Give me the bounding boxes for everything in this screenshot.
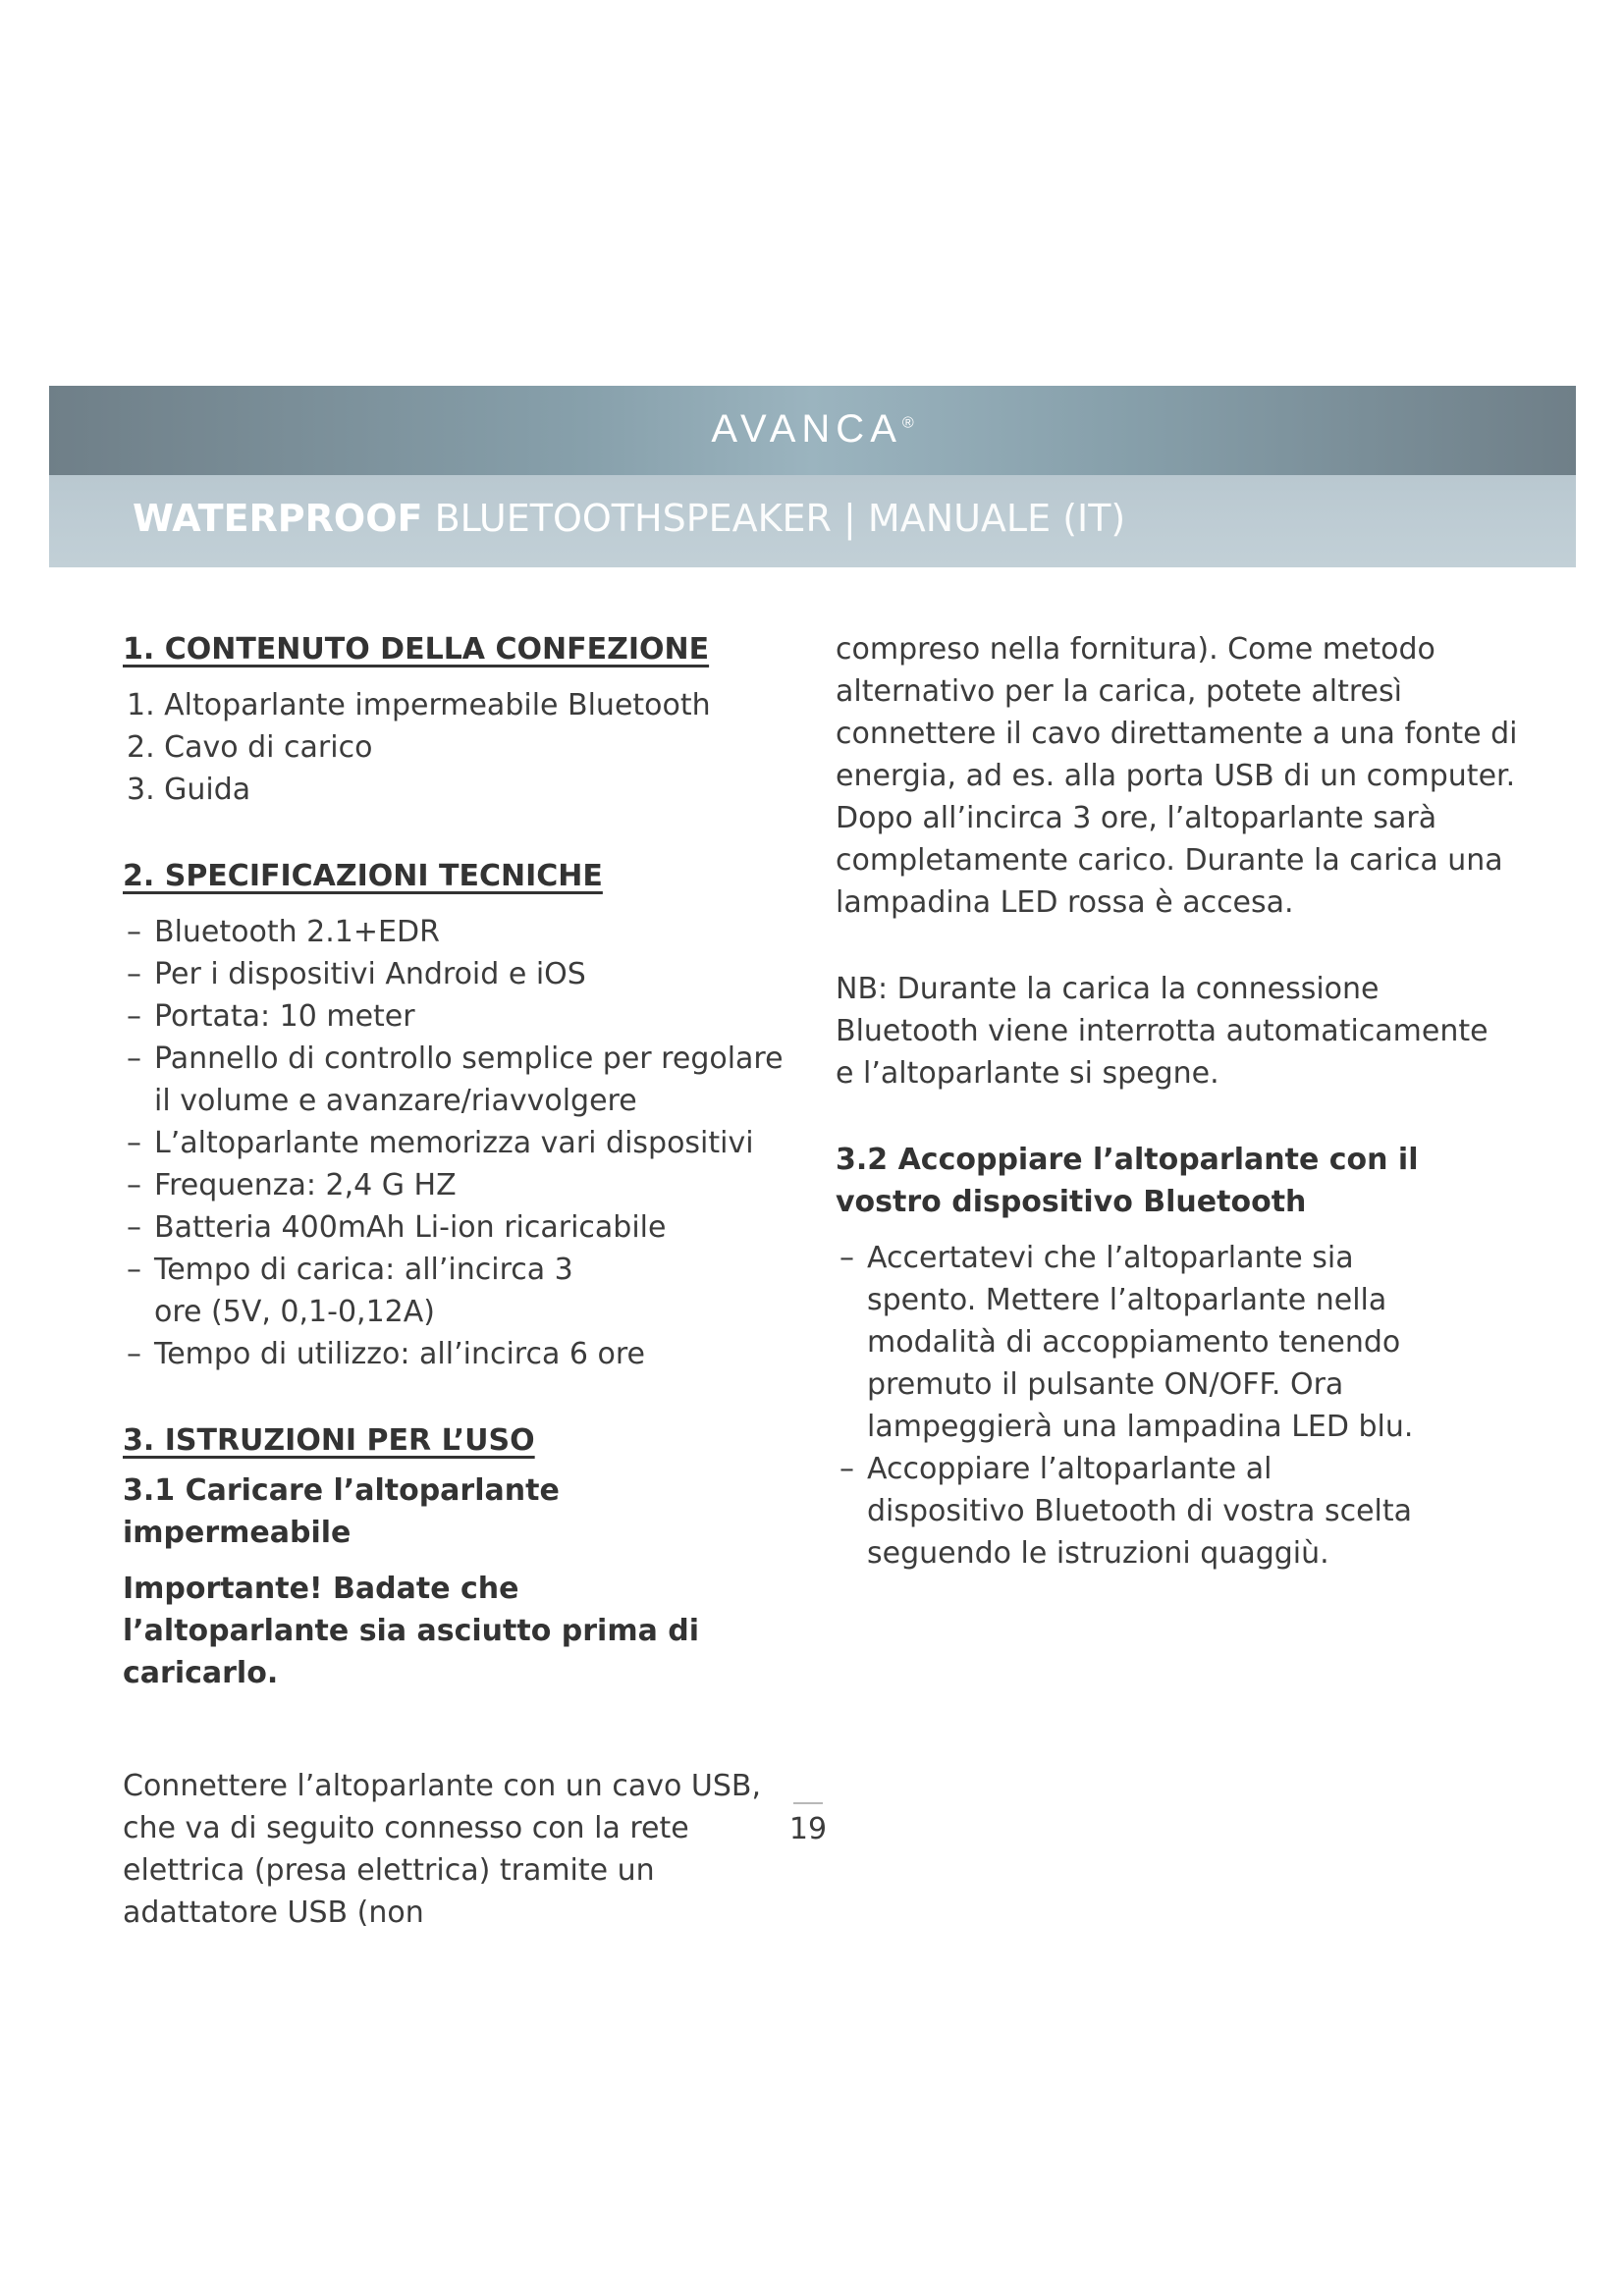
- list-item: 2. Cavo di carico: [127, 730, 373, 765]
- title-speaker-manual: SPEAKER | MANUALE (IT): [662, 497, 1126, 540]
- list-item: – Pannello di controllo semplice per regolare il volume e avanzare/riavvolgere: [127, 1041, 784, 1118]
- list-item: – Frequenza: 2,4 G HZ: [127, 1168, 457, 1202]
- specs-list: [123, 911, 790, 1375]
- charging-paragraph: Connettere l’altoparlante con un cavo USB, che va di seguito connesso con la rete elettrica (presa elettrica) tramite un adattatore USB (non: [123, 1769, 761, 1930]
- important-notice: Importante! Badate che l’altoparlante sia asciutto prima di caricarlo.: [123, 1572, 700, 1690]
- brand-logo: [49, 407, 1576, 452]
- subsection-heading-pairing: 3.2 Accoppiare l’altoparlante con il vostro dispositivo Bluetooth: [836, 1143, 1419, 1219]
- logo-bar: [49, 386, 1576, 475]
- subsection-heading-charging: 3.1 Caricare l’altoparlante impermeabile: [123, 1473, 560, 1550]
- contents-list: [123, 684, 790, 811]
- list-item: – Accertatevi che l’altoparlante sia spento. Mettere l’altoparlante nella modalità di accoppiamento tenendo premuto il pulsante ON/OFF. Ora lampeggierà una lampadina LED blu.: [839, 1241, 1414, 1444]
- title-waterproof: WATERPROOF: [133, 497, 423, 540]
- registered-mark: ®: [901, 414, 914, 432]
- manual-title: [133, 497, 1125, 540]
- title-bar: [49, 475, 1576, 567]
- list-item: 1. Altoparlante impermeabile Bluetooth: [127, 688, 711, 722]
- left-column: [123, 628, 790, 1934]
- title-bluetooth: BLUETOOTH: [434, 497, 663, 540]
- list-item: – Accoppiare l’altoparlante al dispositivo Bluetooth di vostra scelta seguendo le istruzioni quaggiù.: [839, 1452, 1413, 1571]
- brand-logo-text: AVANCA: [711, 407, 902, 451]
- list-item: – Tempo di utilizzo: all’incirca 6 ore: [127, 1337, 645, 1371]
- section-heading-instructions: 3. ISTRUZIONI PER L’USO: [123, 1423, 535, 1458]
- right-column: [836, 628, 1523, 1575]
- list-item: – L’altoparlante memorizza vari dispositivi: [127, 1126, 754, 1160]
- page-number: 19: [788, 1812, 828, 1846]
- note-paragraph: NB: Durante la carica la connessione Bluetooth viene interrotta automaticamente e l’altoparlante si spegne.: [836, 972, 1489, 1091]
- section-heading-contents: 1. CONTENUTO DELLA CONFEZIONE: [123, 632, 710, 667]
- list-item: – Batteria 400mAh Li-ion ricaricabile: [127, 1210, 667, 1245]
- header-banner: [49, 386, 1576, 567]
- list-item: – Portata: 10 meter: [127, 999, 415, 1034]
- charging-paragraph-continued: compreso nella fornitura). Come metodo alternativo per la carica, potete altresì connettere il cavo direttamente a una fonte di energia, ad es. alla porta USB di un computer. Dopo all’incirca 3 ore, l’altoparlante sarà completamente carico. Durante la carica una lampadina LED rossa è accesa.: [836, 632, 1518, 920]
- list-item: – Bluetooth 2.1+EDR: [127, 915, 440, 949]
- pairing-steps-list: [836, 1237, 1523, 1575]
- section-heading-specs: 2. SPECIFICAZIONI TECNICHE: [123, 859, 603, 893]
- page-number-rule: [793, 1802, 823, 1804]
- list-item: – Tempo di carica: all’incirca 3 ore (5V, 0,1-0,12A): [127, 1253, 573, 1329]
- list-item: 3. Guida: [127, 773, 251, 807]
- list-item: – Per i dispositivi Android e iOS: [127, 957, 586, 991]
